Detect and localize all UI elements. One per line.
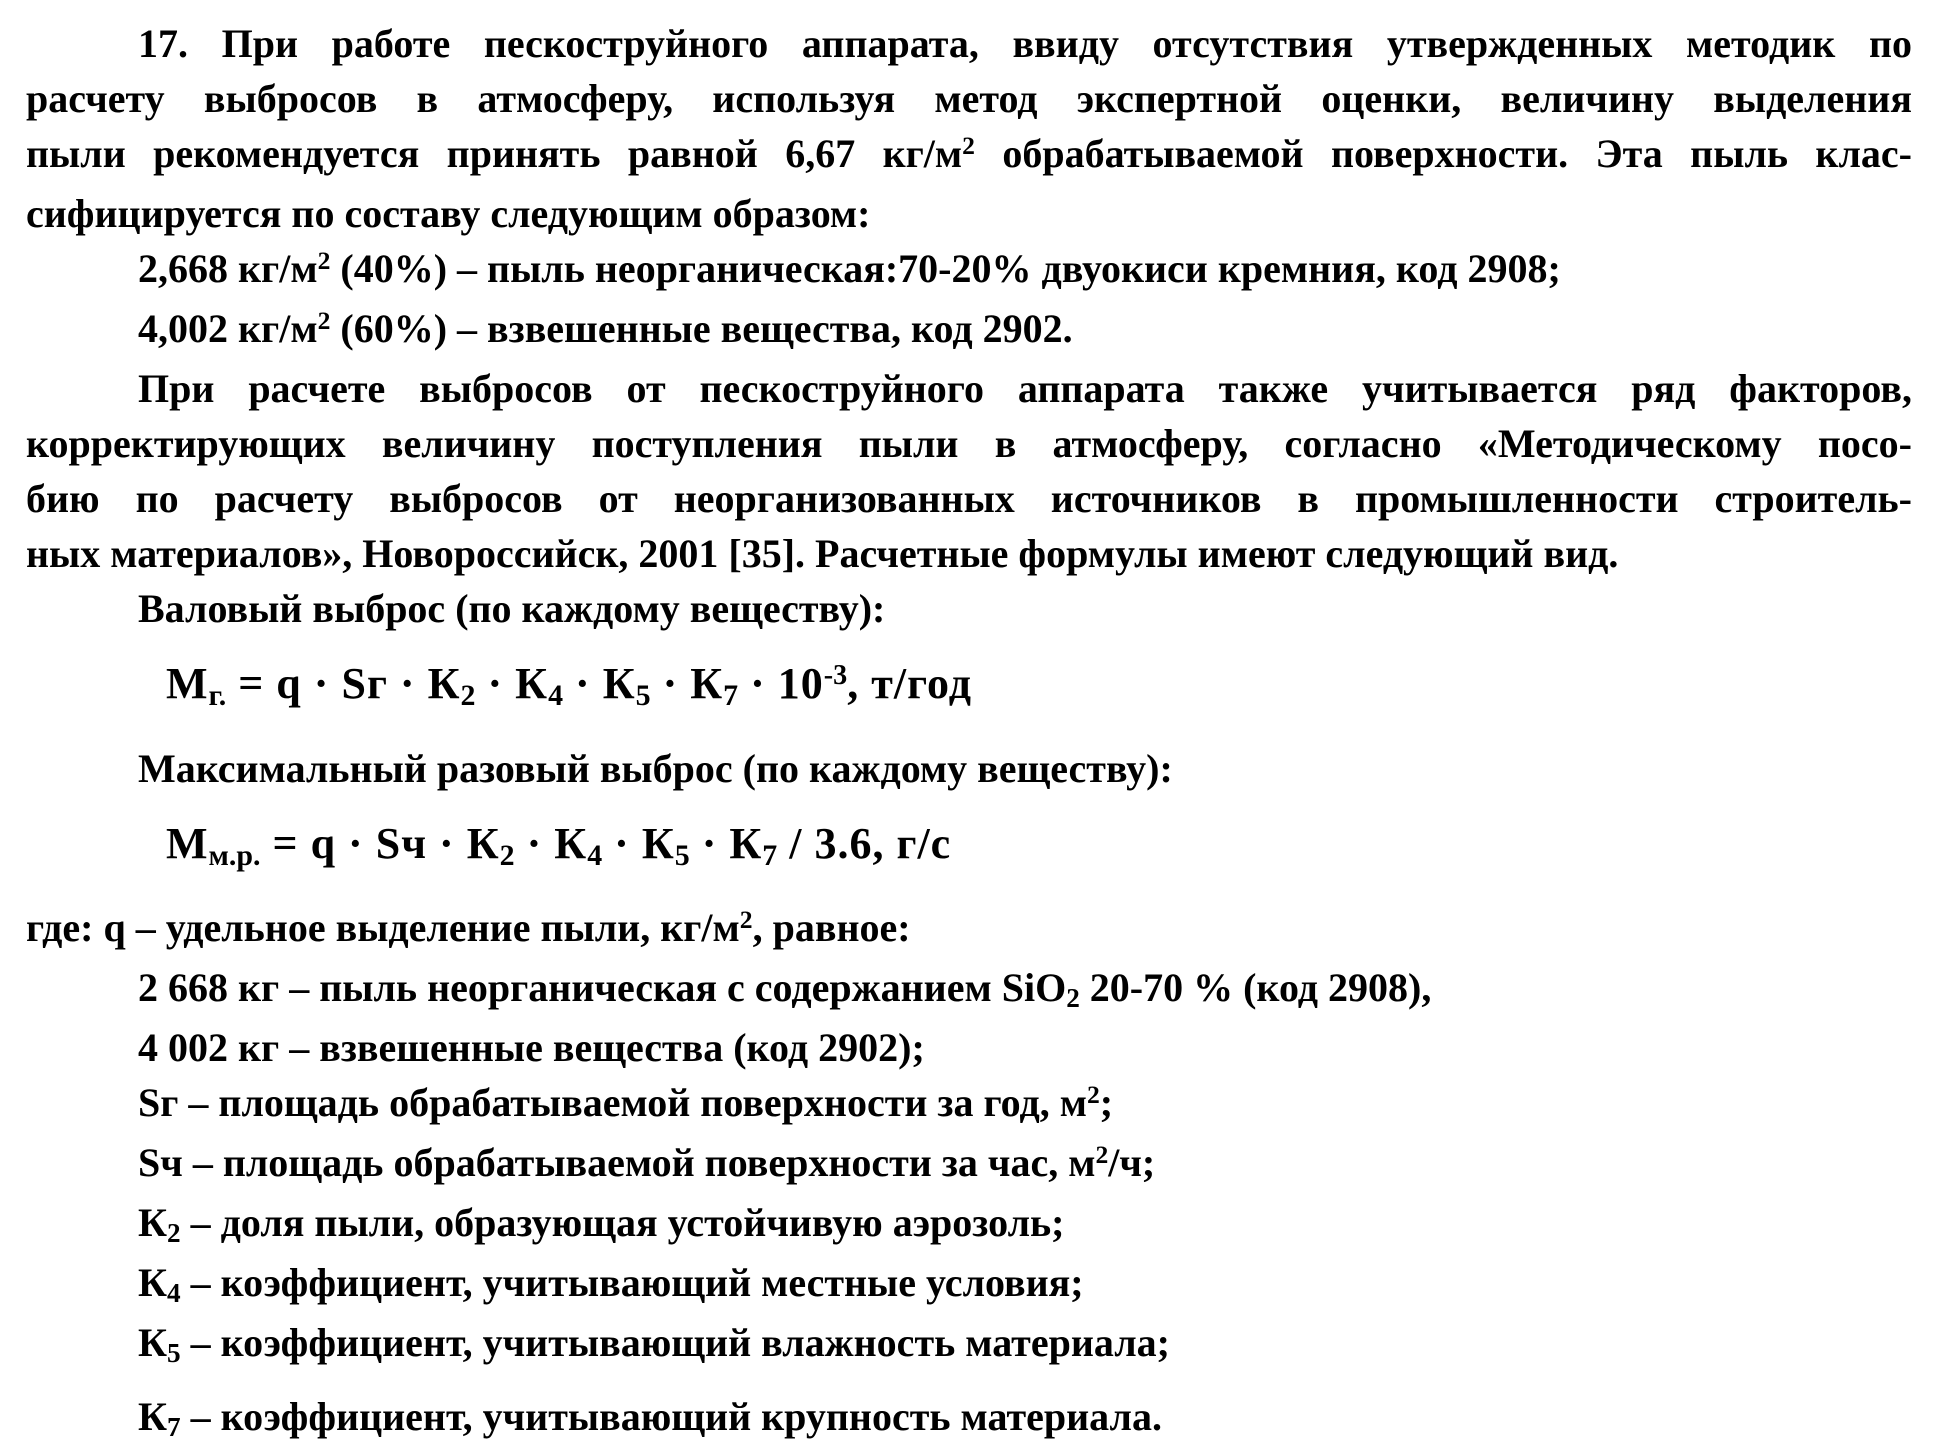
def-k2: К2 – доля пыли, образующая устойчивую аэрозоль; [138,1200,1065,1248]
para2-line1: При расчете выбросов от пескоструйного аппарата также учитывается ряд факторов, [138,366,1912,411]
para2-line3: бию по расчету выбросов от неорганизованных источников в промышленности строитель- [26,476,1912,521]
def-k7: К7 – коэффициент, учитывающий крупность материала. [138,1394,1162,1442]
def-k4: К4 – коэффициент, учитывающий местные условия; [138,1260,1084,1308]
where-q-line: где: q – удельное выделение пыли, $кг/м^2$, равное: [26,905,911,950]
max-single-emission-heading: Максимальный разовый выброс (по каждому веществу): [138,746,1173,791]
para17-line4: сифицируется по составу следующим образом: [26,191,871,236]
para17-line1: 17. При работе пескоструйного аппарата, ввиду отсутствия утвержденных методик по [138,21,1912,66]
para2-line4: ных материалов», Новороссийск, 2001 [35]. Расчетные формулы имеют следующий вид. [26,531,1619,576]
para17-line3: пыли рекомендуется принять равной 6,67 $кг/м^2$ обрабатываемой поверхности. Эта пыль клас- [26,131,1912,176]
dust-item-2908: 2,668 $кг/м^2$ (40%) – пыль неорганическая:70-20% двуокиси кремния, код 2908; [138,246,1561,291]
para17-line2: расчету выбросов в атмосферу, используя метод экспертной оценки, величину выделения [26,76,1912,121]
para2-line2: корректирующих величину поступления пыли в атмосферу, согласно «Методическому посо- [26,421,1912,466]
def-sch: Sч – площадь обрабатываемой поверхности за час, $м^2/ч$; [138,1140,1156,1185]
def-k5: К5 – коэффициент, учитывающий влажность материала; [138,1320,1170,1368]
max-single-emission-formula: Мм.р. = q · Sч · К2 · К4 · К5 · К7 / 3.6, г/с [166,819,952,872]
def-sg: Sг – площадь обрабатываемой поверхности за год, $м^2$; [138,1080,1114,1125]
def-4002: 4 002 кг – взвешенные вещества (код 2902); [138,1025,925,1070]
def-2668: 2 668 кг – пыль неорганическая с содержанием SiO2 20-70 % (код 2908), [138,965,1432,1013]
gross-emission-formula: Мг. = q · Sг · $К2 \cdot К4 \cdot К5 \cdot К7 \cdot 10^{-3}$, т/год [166,659,972,712]
dust-item-2902: 4,002 $кг/м^2$ (60%) – взвешенные вещества, код 2902. [138,306,1073,351]
gross-emission-heading: Валовый выброс (по каждому веществу): [138,586,886,631]
